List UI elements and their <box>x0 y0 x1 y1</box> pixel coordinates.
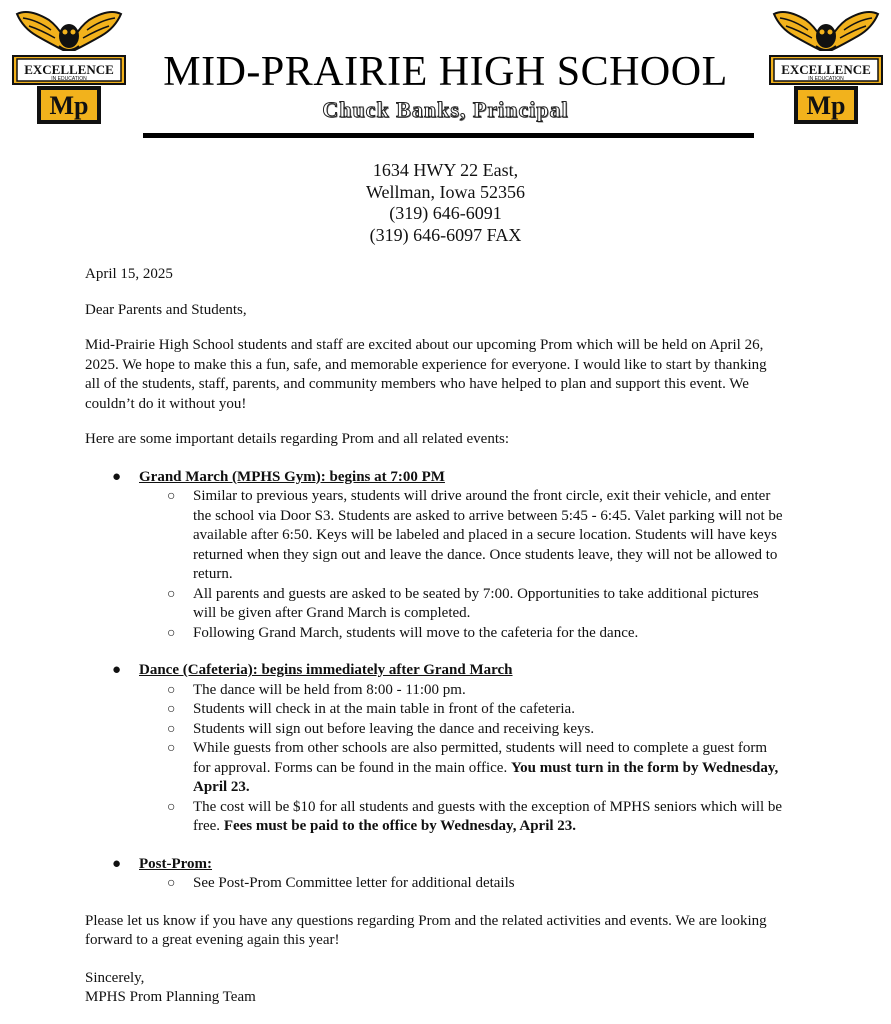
logo-monogram: Mp <box>806 91 846 120</box>
signature: MPHS Prom Planning Team <box>85 989 256 1005</box>
letter-date: April 15, 2025 <box>85 266 173 282</box>
signoff: Sincerely, <box>85 969 145 986</box>
section-heading: Dance (Cafeteria): begins immediately after Grand March <box>139 662 513 678</box>
circle-bullet-icon: ○ <box>167 625 176 641</box>
list-item: ○ Students will sign out before leaving the dance and receiving keys. <box>85 720 785 740</box>
fax-number: (319) 646-6097 FAX <box>369 224 522 245</box>
list-item: ○ See Post-Prom Committee letter for additional details <box>85 874 785 894</box>
circle-bullet-icon: ○ <box>167 741 176 756</box>
bullet-icon: ● <box>112 662 122 678</box>
logo-banner-subtext: IN EDUCATION <box>51 76 87 82</box>
closing-paragraph: Please let us know if you have any questions regarding Prom and the related activities and events. We are looking forward to a great evening again this year! <box>85 912 767 948</box>
school-name: MID-PRAIRIE HIGH SCHOOL <box>163 49 728 95</box>
school-address <box>0 160 891 246</box>
circle-bullet-icon: ○ <box>167 702 176 717</box>
section-heading: Grand March (MPHS Gym): begins at 7:00 PM <box>139 468 445 485</box>
address-line: Wellman, Iowa 52356 <box>365 181 525 202</box>
circle-bullet-icon: ○ <box>167 721 176 737</box>
circle-bullet-icon: ○ <box>167 876 176 891</box>
circle-bullet-icon: ○ <box>167 682 176 698</box>
list-item: ○ Similar to previous years, students will drive around the front circle, exit their vehicle, and enter the school via Door S3. Students are asked to arrive between 5:45 - 6:45. Valet parking will not be available after 6:50. Keys will be labeled and placed in a secure location. Students will have keys returned when they sign out and leave the dance. Once students leave, they will not be allowed to return. <box>167 488 783 582</box>
header-divider <box>143 133 754 138</box>
logo-banner-text: EXCELLENCE <box>24 62 114 77</box>
deadline-note: You must turn in the form by Wednesday, April 23. <box>193 759 779 795</box>
list-item: ○ Students will check in at the main table in front of the cafeteria. <box>85 700 785 720</box>
logo-banner-text: EXCELLENCE <box>781 62 871 77</box>
circle-bullet-icon: ○ <box>167 489 176 504</box>
section-dance <box>85 661 785 837</box>
bullet-icon: ● <box>112 855 122 872</box>
circle-bullet-icon: ○ <box>167 586 176 602</box>
logo-banner-subtext: IN EDUCATION <box>808 76 844 82</box>
bullet-icon: ● <box>112 468 122 485</box>
salutation: Dear Parents and Students, <box>85 301 247 318</box>
address-line: 1634 HWY 22 East, <box>372 160 519 180</box>
list-item: ○ Following Grand March, students will move to the cafeteria for the dance. <box>85 624 785 644</box>
section-heading: Post-Prom: <box>139 855 213 872</box>
details-intro: Here are some important details regarding Prom and all related events: <box>85 431 510 447</box>
principal-name: Chuck Banks, Principal <box>322 97 569 122</box>
deadline-note: Fees must be paid to the office by Wednesday, April 23. <box>223 818 577 834</box>
phone-number: (319) 646-6091 <box>389 203 502 223</box>
section-post-prom <box>85 855 785 894</box>
list-item: ○ The dance will be held from 8:00 - 11:00 pm. <box>85 681 785 701</box>
list-item: ○ All parents and guests are asked to be seated by 7:00. Opportunities to take additional pictures will be given after Grand March is completed. <box>167 585 759 621</box>
logo-monogram: Mp <box>49 91 89 120</box>
list-item: ○ The cost will be $10 for all students and guests with the exception of MPHS seniors which will be free. Fees must be paid to the office by Wednesday, April 23. <box>167 798 783 834</box>
intro-paragraph: Mid-Prairie High School students and staff are excited about our upcoming Prom which will be held on April 26, 2025. We hope to make this a fun, safe, and memorable experience for everyone. I would like to start by thanking all of the students, staff, parents, and community members who have helped to plan and support this event. We couldn’t do it without you! <box>85 337 767 412</box>
letter-body <box>85 265 785 1008</box>
section-grand-march <box>85 468 785 644</box>
list-item: ○ While guests from other schools are also permitted, students will need to complete a guest form for approval. Forms can be found in the main office. You must turn in the form by Wednesday, April 23. <box>167 740 779 795</box>
circle-bullet-icon: ○ <box>167 799 176 815</box>
